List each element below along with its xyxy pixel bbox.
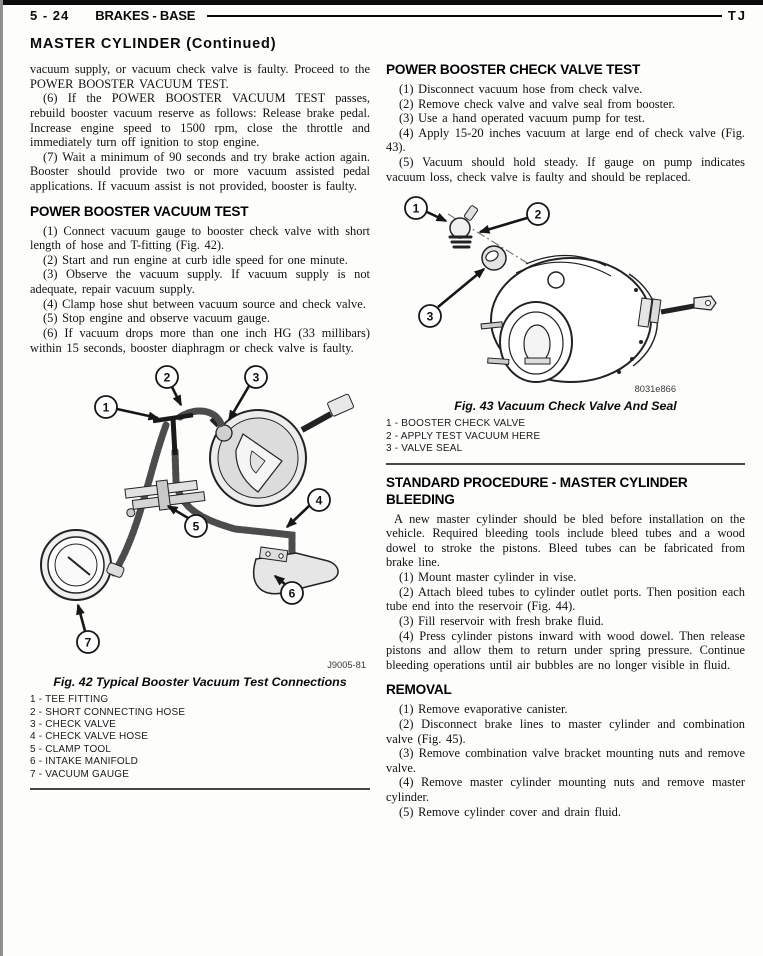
figure-43 <box>386 192 745 464</box>
page-top-rule <box>0 0 763 5</box>
body-paragraph: A new master cylinder should be bled before installation on the vehicle. Required bleeding tools include bleed tubes and a wood dowel to stroke the pistons. Bleed tubes can be fabricated from brake line. <box>386 511 745 570</box>
booster-drawing <box>210 394 354 506</box>
body-step: (6) If the POWER BOOSTER VACUUM TEST passes, rebuild booster vacuum reserve as follows: Release brake pedal. Increase engine speed to 1500 rpm, close the throttle and immediately turn off ignition to stop engine. <box>30 91 370 150</box>
body-step: (1) Mount master cylinder in vise. <box>399 570 577 584</box>
svg-text:2: 2 <box>534 207 542 222</box>
figure-43-bottom-rule <box>386 463 745 465</box>
columns <box>0 52 763 819</box>
callout-7 <box>77 605 99 653</box>
body-step: (4) Apply 15-20 inches vacuum at large end of check valve (Fig. 43). <box>386 125 745 155</box>
body-paragraph: vacuum supply, or vacuum check valve is faulty. Proceed to the POWER BOOSTER VACUUM TEST. <box>30 62 370 91</box>
valve-seal-drawing <box>482 246 506 270</box>
body-step: (7) Wait a minimum of 90 seconds and try brake action again. Booster should provide two or more vacuum assisted pedal applications. If vacuum assist is not provided, booster is faulty. <box>30 149 370 193</box>
continued-title: MASTER CYLINDER (Continued) <box>30 36 277 52</box>
model-code: TJ <box>727 8 747 23</box>
svg-text:1: 1 <box>102 400 110 415</box>
booster-body-drawing <box>481 256 716 383</box>
legend-item: 3 - VALVE SEAL <box>386 443 463 455</box>
header-rule <box>207 15 722 17</box>
figure-43-caption: Fig. 43 Vacuum Check Valve And Seal <box>454 399 677 414</box>
svg-text:2: 2 <box>163 370 171 385</box>
heading-power-booster-vacuum-test: POWER BOOSTER VACUUM TEST <box>30 203 249 219</box>
figure-43-code: 8031e866 <box>634 384 676 395</box>
body-step: (4) Press cylinder pistons inward with wood dowel. Then release pistons and allow them to return under spring pressure. Continue bleeding operations until air bubbles are no longer visible in fluid. <box>386 628 745 672</box>
figure-43-line-art <box>386 192 745 397</box>
legend-item: 6 - INTAKE MANIFOLD <box>30 756 139 768</box>
body-step: (2) Attach bleed tubes to cylinder outlet ports. Then position each tube end into the reservoir (Fig. 44). <box>386 584 745 614</box>
legend-item: 3 - CHECK VALVE <box>30 719 116 731</box>
body-step: (3) Remove combination valve bracket mounting nuts and remove valve. <box>386 746 745 775</box>
right-column <box>386 62 745 819</box>
svg-text:3: 3 <box>252 370 260 385</box>
callout-4 <box>287 489 330 527</box>
figure-43-legend <box>386 418 745 455</box>
legend-item: 7 - VACUUM GAUGE <box>30 768 130 780</box>
callout-1 <box>405 197 446 221</box>
body-step: (3) Observe the vacuum supply. If vacuum supply is not adequate, repair vacuum supply. <box>30 267 370 297</box>
check-valve-drawing <box>450 205 478 247</box>
callout-1 <box>95 396 158 418</box>
legend-item: 2 - SHORT CONNECTING HOSE <box>30 706 186 718</box>
callout-5 <box>168 506 207 537</box>
body-step: (3) Use a hand operated vacuum pump for test. <box>399 111 645 126</box>
left-column <box>30 62 370 819</box>
svg-text:3: 3 <box>426 309 434 324</box>
heading-master-cylinder-bleeding: STANDARD PROCEDURE - MASTER CYLINDER BLEEDING <box>386 474 688 507</box>
body-step: (2) Remove check valve and valve seal from booster. <box>399 96 676 111</box>
body-step: (3) Fill reservoir with fresh brake fluid. <box>399 613 604 628</box>
figure-42-code: J9005-81 <box>327 660 366 671</box>
section-title: BRAKES - BASE <box>95 8 196 23</box>
body-step: (1) Connect vacuum gauge to booster check valve with short length of hose and T-fitting (Fig. 42). <box>30 223 370 253</box>
figure-42-bottom-rule <box>30 788 370 790</box>
page-number: 5 - 24 <box>30 8 70 23</box>
svg-text:6: 6 <box>288 586 296 601</box>
legend-item: 2 - APPLY TEST VACUUM HERE <box>386 430 541 442</box>
figure-42-legend <box>30 694 370 781</box>
body-step: (1) Remove evaporative canister. <box>399 702 568 717</box>
figure-42-caption: Fig. 42 Typical Booster Vacuum Test Connections <box>53 675 347 690</box>
figure-42-line-art <box>30 363 370 673</box>
callout-3 <box>419 269 484 327</box>
heading-removal: REMOVAL <box>386 682 452 698</box>
svg-text:5: 5 <box>192 519 200 534</box>
body-step: (5) Remove cylinder cover and drain fluid. <box>399 804 621 819</box>
svg-text:4: 4 <box>315 493 323 508</box>
body-step: (2) Disconnect brake lines to master cylinder and combination valve (Fig. 45). <box>386 716 745 746</box>
callout-2 <box>156 366 181 405</box>
legend-item: 4 - CHECK VALVE HOSE <box>30 731 149 743</box>
callout-2 <box>480 203 549 232</box>
body-step: (4) Remove master cylinder mounting nuts and remove master cylinder. <box>386 775 745 805</box>
page-header <box>30 8 747 23</box>
vacuum-gauge-drawing <box>41 530 125 600</box>
body-step: (1) Disconnect vacuum hose from check valve. <box>399 81 643 96</box>
body-step: (5) Vacuum should hold steady. If gauge on pump indicates vacuum loss, check valve is faulty and should be replaced. <box>386 155 745 184</box>
figure-42 <box>30 363 370 790</box>
legend-item: 5 - CLAMP TOOL <box>30 743 112 755</box>
body-step: (4) Clamp hose shut between vacuum source and check valve. <box>43 296 366 311</box>
legend-item: 1 - BOOSTER CHECK VALVE <box>386 418 526 430</box>
scan-left-edge <box>0 0 3 956</box>
body-step: (6) If vacuum drops more than one inch HG (33 millibars) within 15 seconds, booster diaphragm or check valve is faulty. <box>30 325 370 355</box>
body-step: (5) Stop engine and observe vacuum gauge. <box>43 311 270 326</box>
body-step: (2) Start and run engine at curb idle speed for one minute. <box>43 252 348 267</box>
heading-power-booster-check-valve-test: POWER BOOSTER CHECK VALVE TEST <box>386 62 641 77</box>
svg-text:7: 7 <box>84 635 92 650</box>
svg-text:1: 1 <box>412 201 420 216</box>
legend-item: 1 - TEE FITTING <box>30 694 109 706</box>
